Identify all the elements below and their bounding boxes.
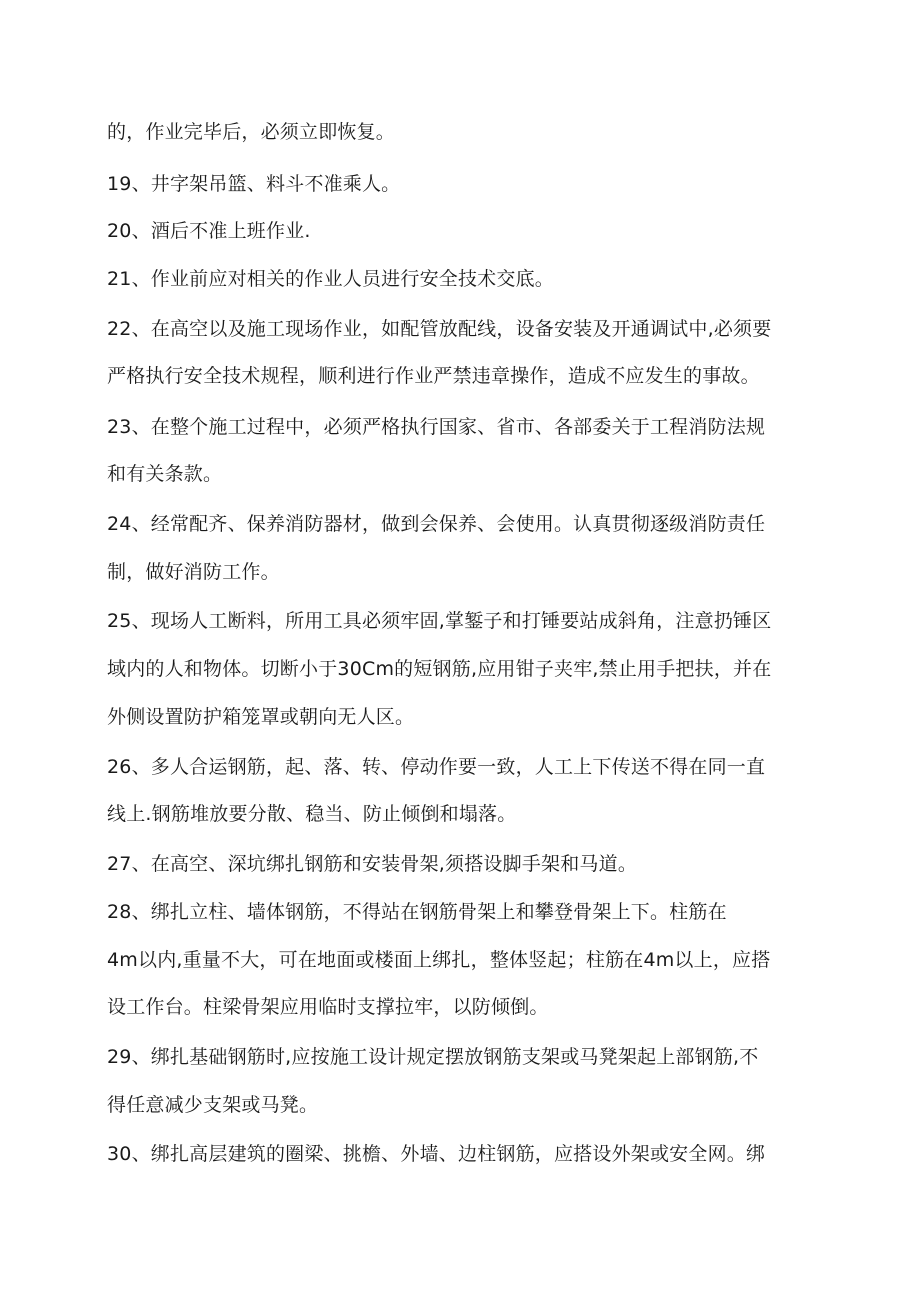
text-line: 29、绑扎基础钢筋时,应按施工设计规定摆放钢筋支架或马凳架起上部钢筋,不 <box>107 1046 759 1068</box>
text-line: 22、在高空以及施工现场作业，如配管放配线，设备安装及开通调试中,必须要 <box>107 318 772 340</box>
text-line: 19、井字架吊篮、料斗不准乘人。 <box>107 173 401 195</box>
text-line: 25、现场人工断料，所用工具必须牢固,掌錾子和打锤要站成斜角，注意扔锤区 <box>107 610 772 632</box>
text-line: 21、作业前应对相关的作业人员进行安全技术交底。 <box>107 268 554 290</box>
text-line: 严格执行安全技术规程，顺利进行作业严禁违章操作，造成不应发生的事故。 <box>107 365 760 387</box>
text-line: 制，做好消防工作。 <box>107 561 280 583</box>
text-line: 24、经常配齐、保养消防器材，做到会保养、会使用。认真贯彻逐级消防责任 <box>107 513 766 535</box>
text-line: 20、酒后不准上班作业. <box>107 220 311 242</box>
text-line: 外侧设置防护箱笼罩或朝向无人区。 <box>107 706 415 728</box>
text-line: 26、多人合运钢筋，起、落、转、停动作要一致，人工上下传送不得在同一直 <box>107 756 766 778</box>
text-line: 23、在整个施工过程中，必须严格执行国家、省市、各部委关于工程消防法规 <box>107 416 766 438</box>
text-line: 和有关条款。 <box>107 463 223 485</box>
text-line: 域内的人和物体。切断小于30Cm的短钢筋,应用钳子夹牢,禁止用手把扶，并在 <box>107 658 772 680</box>
text-line: 27、在高空、深坑绑扎钢筋和安装骨架,须搭设脚手架和马道。 <box>107 853 638 875</box>
text-line: 30、绑扎高层建筑的圈梁、挑檐、外墙、边柱钢筋，应搭设外架或安全网。绑 <box>107 1143 766 1165</box>
text-line: 的，作业完毕后，必须立即恢复。 <box>107 121 396 143</box>
text-line: 设工作台。柱梁骨架应用临时支撑拉牢，以防倾倒。 <box>107 996 549 1018</box>
text-line: 得任意减少支架或马凳。 <box>107 1094 319 1116</box>
text-line: 线上.钢筋堆放要分散、稳当、防止倾倒和塌落。 <box>107 803 517 825</box>
text-line: 4m以内,重量不大，可在地面或楼面上绑扎，整体竖起；柱筋在4m以上，应搭 <box>107 949 771 971</box>
text-line: 28、绑扎立柱、墙体钢筋，不得站在钢筋骨架上和攀登骨架上下。柱筋在 <box>107 901 727 923</box>
